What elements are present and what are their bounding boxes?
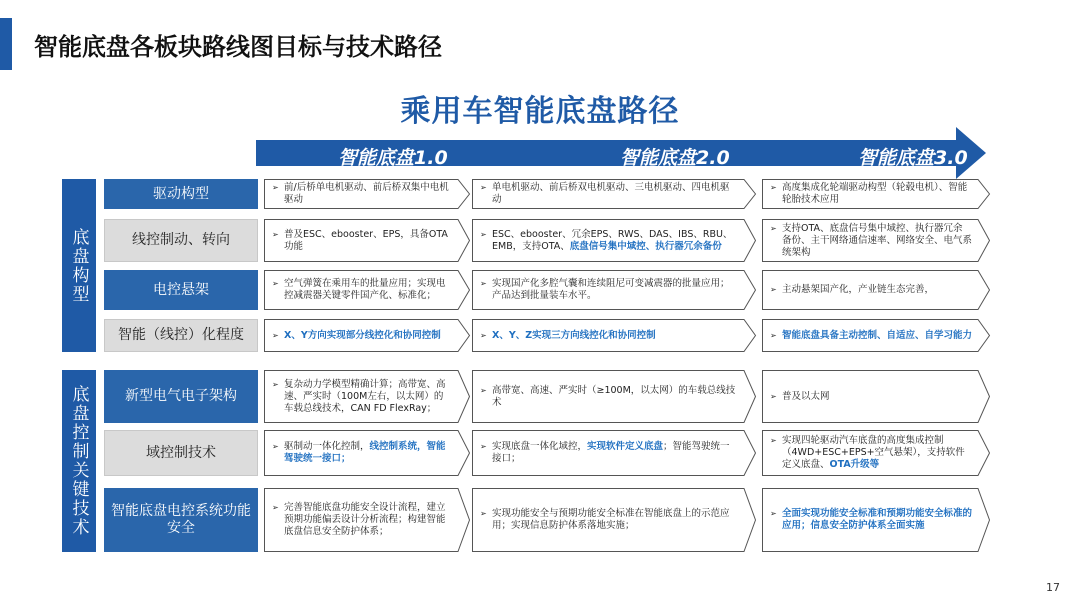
stage-1-cell — [264, 270, 470, 310]
cell-body — [284, 379, 452, 415]
cell-text — [770, 391, 972, 403]
section-title: 乘用车智能底盘路径 — [400, 94, 680, 129]
cell-text — [770, 330, 972, 342]
bullet-arrow-icon: ➢ — [272, 279, 279, 288]
stage-2-cell — [472, 179, 756, 209]
bullet-arrow-icon: ➢ — [770, 183, 777, 192]
stage-3-cell — [762, 319, 990, 352]
bullet-arrow-icon: ➢ — [770, 285, 777, 294]
cell-text — [272, 502, 452, 538]
stage-2-cell — [472, 430, 756, 476]
cell-body — [782, 223, 972, 259]
highlight-text: OTA升级等 — [829, 459, 880, 470]
cell-text — [480, 229, 738, 253]
category-cell: 线控制动、转向 — [104, 219, 258, 262]
bullet-arrow-icon: ➢ — [770, 330, 777, 340]
plain-text: 实现功能安全与预期功能安全标准在智能底盘上的示范应用；实现信息防护体系落地实施； — [492, 508, 730, 531]
plain-text: 完善智能底盘功能安全设计流程，建立预期功能偏丢设计分析流程；构建智能底盘信息安全防护体系； — [284, 502, 446, 537]
cell-body — [492, 278, 738, 302]
bullet-arrow-icon: ➢ — [272, 183, 279, 192]
bullet-arrow-icon: ➢ — [272, 442, 279, 451]
cell-text — [770, 435, 972, 471]
bullet-arrow-icon: ➢ — [770, 436, 777, 445]
plain-text: 实现四轮驱动汽车底盘的高度集成控制（4WD+ESC+EPS+空气悬架），支持软件定义底盘、 — [782, 435, 965, 470]
plain-text: ；智能驾驶统一接口； — [492, 441, 730, 464]
stage-label-3: 智能底盘3.0 — [858, 147, 968, 169]
cell-text — [480, 508, 738, 532]
category-cell: 智能（线控）化程度 — [104, 319, 258, 352]
bullet-arrow-icon: ➢ — [272, 330, 279, 340]
plain-text: 前/后桥单电机驱动、前后桥双集中电机驱动 — [284, 182, 449, 205]
cell-body — [492, 441, 738, 465]
cell-text — [272, 229, 452, 253]
highlight-text: 智能底盘具备主动控制、自适应、自学习能力 — [782, 329, 973, 341]
stage-2-cell — [472, 219, 756, 262]
bullet-arrow-icon: ➢ — [272, 379, 279, 389]
category-cell: 驱动构型 — [104, 179, 258, 209]
cell-body — [782, 391, 830, 403]
plain-text: 普及以太网 — [782, 390, 830, 402]
stage-3-cell — [762, 488, 990, 552]
bullet-arrow-icon: ➢ — [480, 183, 487, 192]
cell-text — [480, 278, 738, 302]
stage-2-cell — [472, 270, 756, 310]
cell-body — [492, 330, 656, 342]
plain-text: 复杂动力学模型精确计算；高带宽、高速、严实时（100M左右，以太网）的车载总线技术，CAN FD FlexRay； — [284, 378, 446, 414]
plain-text: 主动悬架国产化，产业链生态完善， — [782, 284, 935, 295]
plain-text: 驱制动一体化控制， — [284, 441, 370, 452]
stage-1-cell — [264, 219, 470, 262]
cell-text — [480, 385, 738, 409]
cell-body — [284, 441, 452, 465]
cell-text — [272, 182, 452, 206]
cell-body — [284, 330, 441, 342]
stage-3-cell — [762, 370, 990, 423]
bullet-arrow-icon: ➢ — [480, 385, 487, 395]
highlight-text: 全面实现功能安全标准和预期功能安全标准的应用；信息安全防护体系全面实施 — [782, 508, 973, 531]
group-label-chassis-control-tech: 底盘控制关键技术 — [62, 370, 96, 552]
cell-text — [480, 330, 738, 342]
stage-1-cell — [264, 319, 470, 352]
cell-text — [272, 379, 452, 415]
bullet-arrow-icon: ➢ — [480, 330, 487, 340]
stage-label-1: 智能底盘1.0 — [338, 147, 448, 169]
cell-body — [782, 182, 972, 206]
group-label-chassis-config: 底盘构型 — [62, 179, 96, 352]
slide-title: 智能底盘各板块路线图目标与技术路径 — [34, 33, 442, 61]
highlight-text: 底盘信号集中域控、执行器冗余备份 — [569, 240, 722, 252]
plain-text: 普及ESC、ebooster、EPS，具备OTA功能 — [284, 228, 448, 252]
bullet-arrow-icon: ➢ — [770, 509, 777, 518]
bullet-arrow-icon: ➢ — [480, 279, 487, 288]
stage-1-cell — [264, 488, 470, 552]
category-cell: 电控悬架 — [104, 270, 258, 310]
stage-label-2: 智能底盘2.0 — [620, 147, 730, 169]
cell-text — [272, 278, 452, 302]
bullet-arrow-icon: ➢ — [480, 229, 487, 239]
cell-body — [492, 508, 738, 532]
cell-body — [782, 435, 972, 471]
plain-text: 实现底盘一体化域控， — [492, 441, 588, 452]
cell-body — [782, 508, 972, 532]
highlight-text: 实现软件定义底盘 — [587, 441, 664, 452]
stage-3-cell — [762, 219, 990, 262]
plain-text: 空气弹簧在乘用车的批量应用；实现电控减震器关键零件国产化、标准化； — [284, 278, 446, 301]
cell-body — [492, 385, 738, 409]
plain-text: 单电机驱动、前后桥双电机驱动、三电机驱动、四电机驱动 — [492, 182, 730, 205]
cell-body — [284, 182, 452, 206]
stage-1-cell — [264, 179, 470, 209]
cell-body — [284, 278, 452, 302]
highlight-text: X、Y、Z实现三方向线控化和协同控制 — [492, 329, 656, 341]
cell-text — [770, 284, 972, 296]
highlight-text: X、Y方向实现部分线控化和协同控制 — [284, 329, 441, 341]
cell-body — [492, 229, 738, 253]
stage-3-cell — [762, 430, 990, 476]
plain-text: ESC、ebooster、冗余EPS、RWS、DAS、IBS、RBU、EMB，支持OTA、 — [492, 228, 733, 252]
title-accent-bar — [0, 18, 12, 70]
bullet-arrow-icon: ➢ — [480, 442, 487, 451]
cell-text — [272, 330, 452, 342]
cell-body — [284, 229, 452, 253]
plain-text: 高带宽、高速、严实时（≥100M，以太网）的车载总线技术 — [492, 384, 736, 408]
stage-3-cell — [762, 179, 990, 209]
bullet-arrow-icon: ➢ — [272, 229, 279, 239]
stage-2-cell — [472, 319, 756, 352]
cell-body — [782, 330, 972, 342]
bullet-arrow-icon: ➢ — [272, 503, 279, 512]
stage-3-cell — [762, 270, 990, 310]
stage-1-cell — [264, 370, 470, 423]
bullet-arrow-icon: ➢ — [770, 391, 777, 401]
cell-text — [272, 441, 452, 465]
stage-1-cell — [264, 430, 470, 476]
plain-text: 实现国产化多腔气囊和连续阻尼可变减震器的批量应用；产品达到批量装车水平。 — [492, 278, 730, 301]
cell-text — [770, 508, 972, 532]
category-cell: 智能底盘电控系统功能安全 — [104, 488, 258, 552]
category-cell: 域控制技术 — [104, 430, 258, 476]
cell-body — [284, 502, 452, 538]
bullet-arrow-icon: ➢ — [770, 223, 777, 233]
category-cell: 新型电气电子架构 — [104, 370, 258, 423]
highlight-text: 线控制系统，智能驾驶统一接口； — [284, 441, 446, 464]
cell-body — [492, 182, 738, 206]
plain-text: 支持OTA、底盘信号集中域控、执行器冗余备份、主干网络通信速率、网络安全、电气系统架构 — [782, 222, 973, 258]
stage-2-cell — [472, 488, 756, 552]
cell-body — [782, 284, 934, 296]
cell-text — [770, 223, 972, 259]
cell-text — [480, 441, 738, 465]
plain-text: 高度集成化轮端驱动构型（轮毂电机）、智能轮胎技术应用 — [782, 182, 968, 205]
page-number: 17 — [1046, 581, 1060, 594]
cell-text — [770, 182, 972, 206]
cell-text — [480, 182, 738, 206]
stage-2-cell — [472, 370, 756, 423]
bullet-arrow-icon: ➢ — [480, 509, 487, 518]
